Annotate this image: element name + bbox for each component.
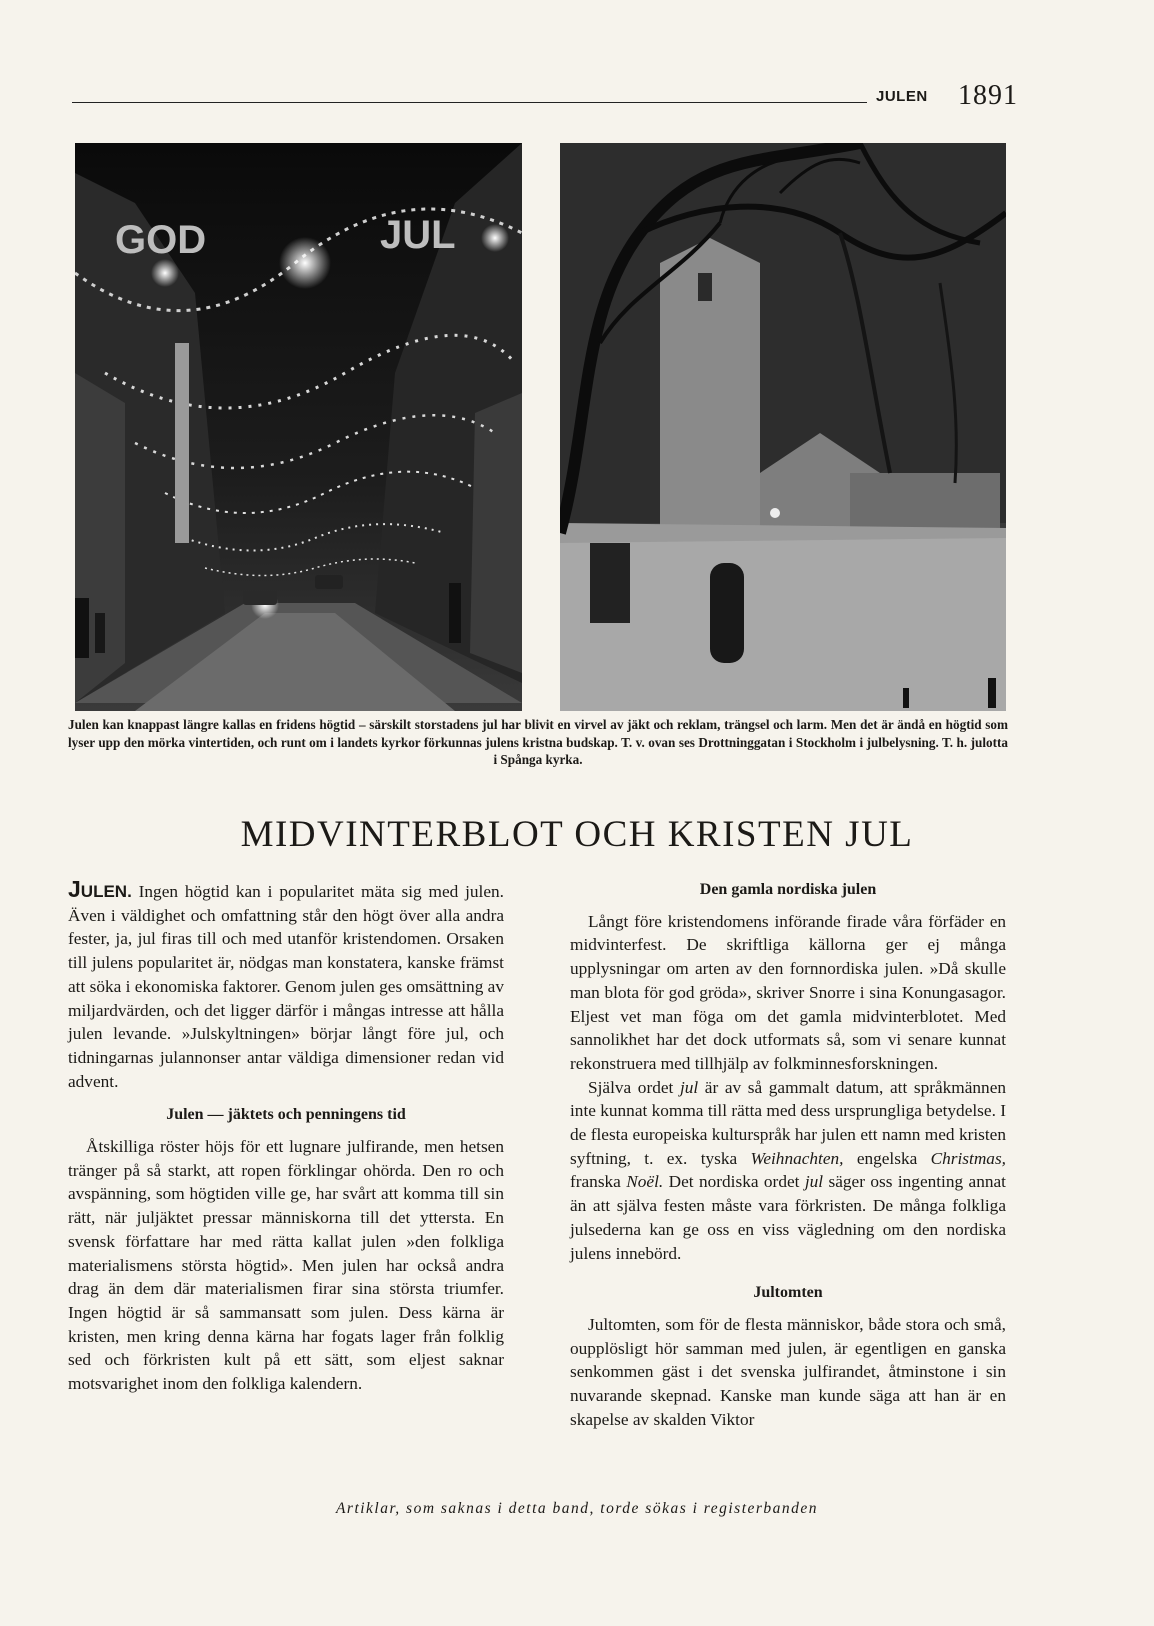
emphasis-jul: jul <box>804 1172 824 1192</box>
church-image <box>560 143 1006 711</box>
sign-jul: JUL <box>380 213 456 257</box>
lead-rest: ULEN. <box>80 882 132 901</box>
emphasis-jul: jul <box>679 1077 699 1097</box>
text-segment: Själva ordet <box>588 1077 680 1097</box>
page-number: 1891 <box>958 80 1018 111</box>
paragraph-nordiska-julen: Långt före kristendomens införande firade våra förfäder en midvinterfest. De skriftliga källorna ger ej många upplysningar om arten av den fornnordiska julen. »Då skulle man blota för god gröda», skriver Snorre i sina Konungasagor. Eljest vet man föga om det gamla midvinterblotet. Med sannolikhet har det dock utformats så, som vi senare kunnat rekonstruera med tillhjälp av folkminnesforskningen. <box>570 911 1006 1073</box>
paragraph-jultomten: Jultomten, som för de flesta människor, både stora och små, oupplösligt hör samman med julen, är egentligen en ganska senkommen gäst i det svenska julfirandet, åtminstone i sin nuvarande skepnad. Kanske man kunde säga att han är en skapelse av skalden Viktor <box>570 1314 1006 1429</box>
photo-drottninggatan <box>75 143 522 711</box>
text-segment: franska <box>570 1172 627 1192</box>
intro-paragraph <box>68 878 504 1093</box>
street-lights-image <box>75 143 522 711</box>
right-column <box>570 878 1006 1431</box>
sign-god: GOD <box>115 218 207 262</box>
emphasis-noel: Noël. <box>626 1172 664 1192</box>
paragraph-ordet-jul <box>570 1076 1006 1266</box>
photo-caption: Julen kan knappast längre kallas en fridens högtid – särskilt storstadens jul har blivit en virvel av jäkt och reklam, trängsel och larm. Men det är ändå en högtid som lyser upp den mörka vintertiden, och runt om i landets kyrkor förkunnas julens kristna budskap. T. v. ovan ses Drottninggatan i Stockholm i julbelysning. T. h. julotta i Spånga kyrka. <box>68 717 1008 767</box>
subhead-nordiska-julen: Den gamla nordiska julen <box>699 881 877 898</box>
subhead-jultomten: Jultomten <box>753 1284 823 1302</box>
emphasis-christmas: Christmas, <box>930 1148 1006 1168</box>
intro-text: Ingen högtid kan i popularitet mäta sig med julen. Även i väldighet och omfattning står den högt över alla andra fester, ja, jul firas till och med utanför kristendomen. Orsaken till julens popularitet är, nödgas man konstatera, kanske främst att söka i ekonomiska faktorer. Genom julen ges omsättning av miljardvärden, och det ligger därför i mångas intresse att hålla julen levande. »Julskyltningen» börjar långt före jul, och tidningarnas julannonser antar väldiga dimensioner redan vid advent. <box>68 882 504 1091</box>
header-rule <box>72 102 867 103</box>
paragraph-jaktets: Åtskilliga röster höjs för ett lugnare julfirande, men hetsen tränger på så starkt, att ropen förklingar ohörda. Den ro och avspänning, som högtiden ville ge, har svårt att komma till sin rätt, när juljäktet pressar människorna till det yttersta. En svensk författare har med rätta kallat julen »den folkliga materialismens största högtid». Men julen har också andra drag än dem där materialismen firar sina största triumfer. Ingen högtid är så sammansatt som julen. Dess kärna är kristen, men kring denna kärna har fogats lager från folklig sed och förkristen kult på ett sätt, som eljest saknar motsvarighet inom den folkliga kalendern. <box>68 1137 504 1394</box>
lead-initial: J <box>68 876 81 902</box>
running-head: JULEN <box>876 88 928 105</box>
subhead-jaktets: Julen — jäktets och penningens tid <box>166 1106 406 1124</box>
text-segment: säger oss ingenting annat än att själva festen måste vara förkristen. De många folkliga julsederna kan ge oss en viss vägledning om den nordiska julens innebörd. <box>570 1172 1006 1263</box>
text-segment: Det nordiska ordet <box>663 1172 805 1192</box>
article-title: MIDVINTERBLOT OCH KRISTEN JUL <box>240 814 914 855</box>
text-segment: är av så gammalt datum, att språkmännen inte kunnat komma till rätta med dess ursprungliga betydelse. I de flesta europeiska kulturspråk har julen ett namn med kristen syftning, t. ex. tyska <box>570 1077 1007 1168</box>
emphasis-weihnachten: Weihnachten, <box>750 1148 844 1168</box>
left-column <box>68 878 504 1396</box>
photo-spanga-church <box>560 143 1006 711</box>
text-segment: engelska <box>843 1148 931 1168</box>
lead-word <box>68 876 132 902</box>
footer-note: Artiklar, som saknas i detta band, torde sökas i registerbanden <box>335 1500 819 1517</box>
